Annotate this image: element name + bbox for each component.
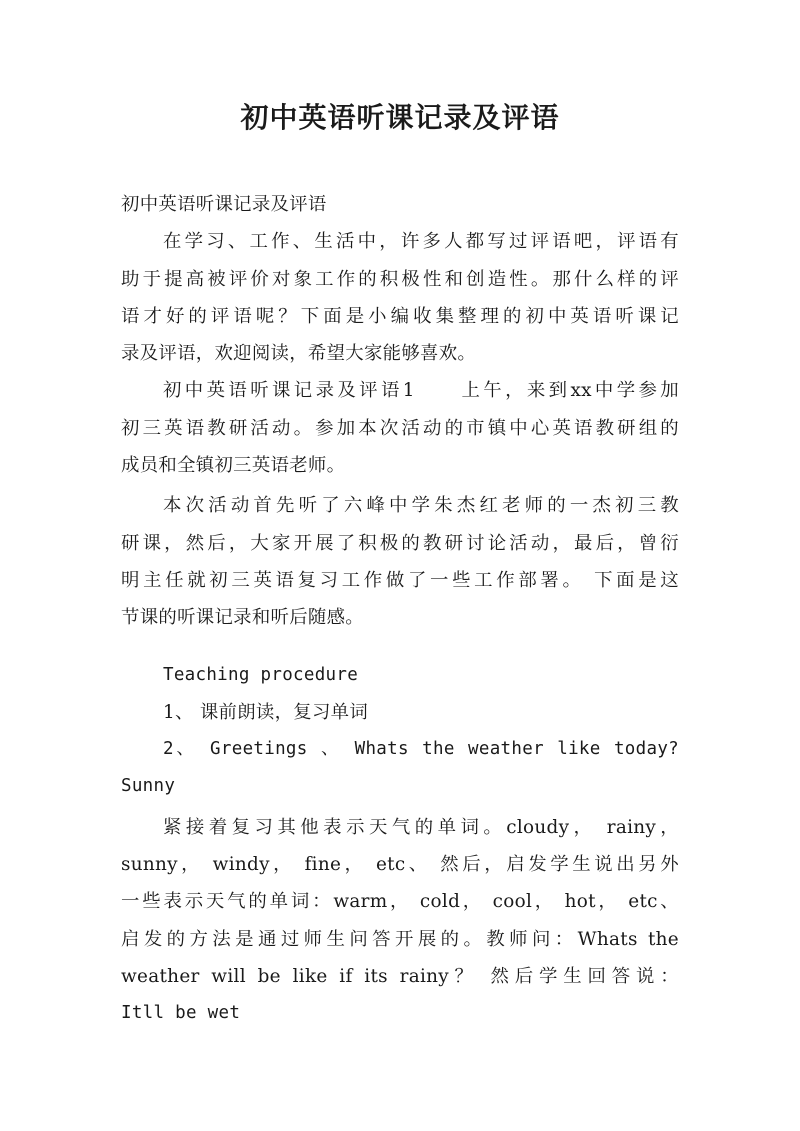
document-title: 初中英语听课记录及评语 xyxy=(240,101,560,134)
paragraph-line: 启发的方法是通过师生问答开展的。教师问：Whats the xyxy=(121,928,679,950)
section-heading: 初中英语听课记录及评语 xyxy=(121,194,327,215)
list-item: 1、 课前朗读，复习单词 xyxy=(163,701,369,723)
document-body xyxy=(121,186,679,1033)
paragraph-line: 明主任就初三英语复习工作做了一些工作部署。 下面是这 xyxy=(121,569,679,591)
paragraph-line: 助于提高被评价对象工作的积极性和创造性。那什么样的评 xyxy=(121,268,679,290)
paragraph-line: Sunny xyxy=(121,776,176,797)
paragraph-line: 一些表示天气的单词：warm， cold， cool， hot， etc、 xyxy=(121,891,679,913)
paragraph-line: 初中英语听课记录及评语1 上午，来到xx中学参加 xyxy=(163,380,679,402)
paragraph-line: 在学习、工作、生活中，许多人都写过评语吧，评语有 xyxy=(163,231,679,253)
paragraph-line: 本次活动首先听了六峰中学朱杰红老师的一杰初三教 xyxy=(163,495,679,517)
paragraph-line: 节课的听课记录和听后随感。 xyxy=(121,607,364,629)
paragraph-line: 研课，然后，大家开展了积极的教研讨论活动，最后，曾衍 xyxy=(121,532,679,554)
paragraph-line: Teaching procedure xyxy=(163,664,359,685)
paragraph-line: Itll be wet xyxy=(121,1003,241,1024)
paragraph-line: 初三英语教研活动。参加本次活动的市镇中心英语教研组的 xyxy=(121,417,679,439)
paragraph-line: 录及评语，欢迎阅读，希望大家能够喜欢。 xyxy=(121,343,477,365)
paragraph-line: sunny， windy， fine， etc、 然后，启发学生说出另外 xyxy=(121,854,679,876)
paragraph-line: 语才好的评语呢？下面是小编收集整理的初中英语听课记 xyxy=(121,305,679,327)
paragraph-line: weather will be like if its rainy？ 然后学生回答说： xyxy=(121,965,679,987)
paragraph-line: 紧接着复习其他表示天气的单词。cloudy， rainy， xyxy=(163,816,679,838)
paragraph-line: 成员和全镇初三英语老师。 xyxy=(121,455,346,477)
list-item: 2、 Greetings 、 Whats the weather like today? xyxy=(163,739,679,760)
